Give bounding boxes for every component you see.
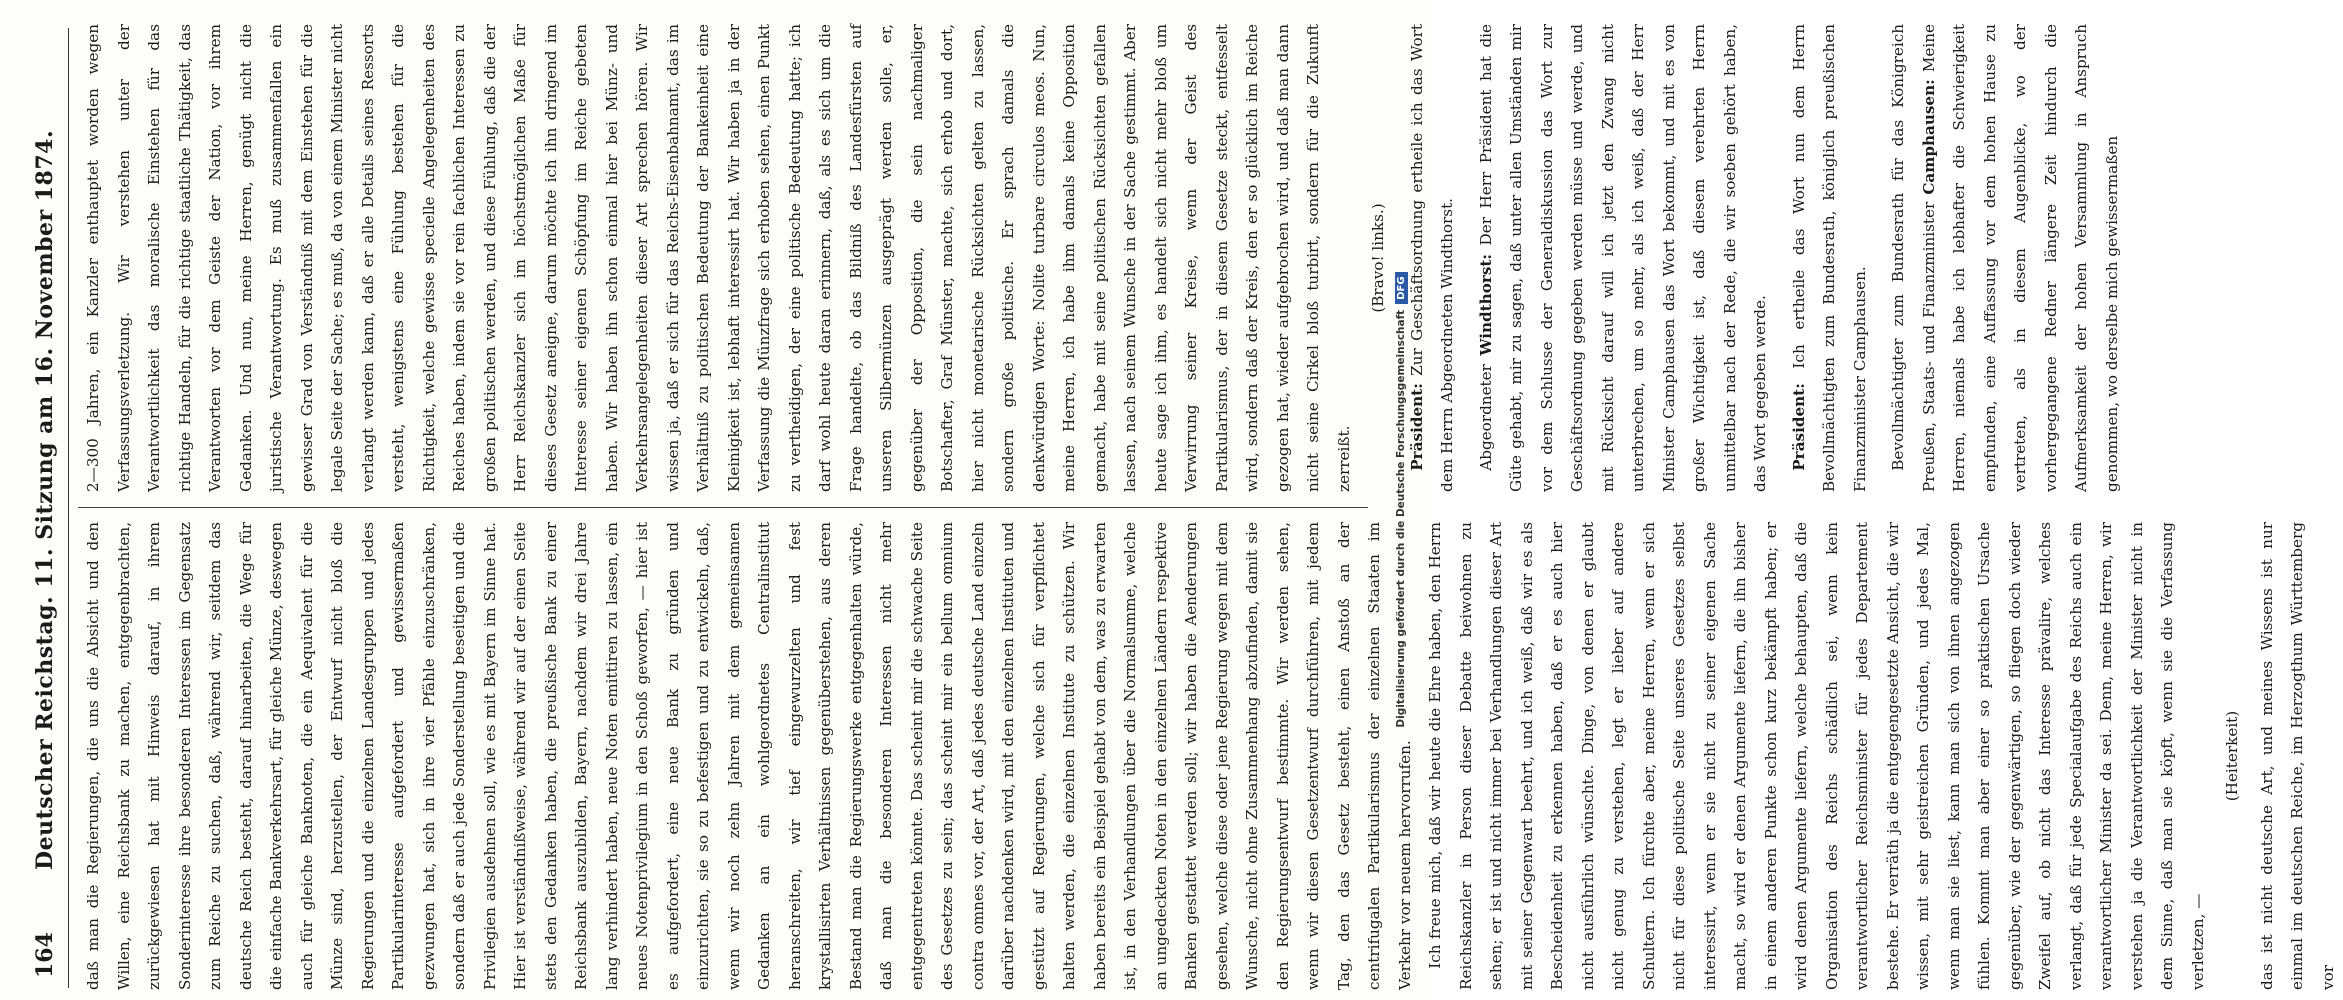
paragraph: Ich freue mich, daß wir heute die Ehre haben, den Herrn Reichskanzler in Person dieser Debatte beiwohnen zu sehen; er ist und nicht immer bei Verhandlungen dieser Art mit seiner Gegenwart beehrt, und ich weiß, daß wir es als Bescheidenheit zu erkennen haben, daß er es auch hier nicht ausführlich wünschte. Dinge, von denen er glaubt nicht genug zu verstehen, legt er lieber auf andere Schultern. Ich fürchte aber, meine Herren, wenn er sich nicht für diese politische Seite unseres Gesetzes selbst interessirt, wenn er sie nicht zu seiner eigenen Sache macht, so wird er denen Argumente liefern, die ihn bisher in einem anderen Punkte schon kurz bekämpft haben; er wird denen Argumente liefern, welche behaupten, daß die Organisation des Reichs schädlich sei, wenn kein verantwortlicher Reichsminister für jedes Departement bestehe. Er verräth ja die entgegengesetzte Ansicht, die wir wissen, mit sehr geistreichen Gründen, und jedes Mal, wenn man sie liest, kann man sich von ihnen angezogen fühlen. Kommt man aber einer so praktischen Ursache gegenüber, wie der gegenwärtigen, so fliegen doch wieder Zweifel auf, ob nicht das Interesse prävalire, welches verlangt, daß für jede Specialaufgabe des Reichs auch ein verantwortlicher Minister da sei. Denn, meine Herren, wir verstehen ja die Verantwortlichkeit der Minister nicht in dem Sinne, daß man sie köpft, wenn sie die Verfassung verletzen, — — [1426, 522, 2207, 990]
speaker-name: Präsident: — [1407, 383, 1426, 471]
speaker-name: Camphausen: — [1919, 79, 1938, 195]
speaker-title: Bevollmächtigter zum Bundesrath für das Königreich Preußen, Staats- und Finanzminister — [1889, 24, 1938, 492]
interjection: (Heiterkeit) — [2223, 710, 2241, 802]
interjection: (Bravo! links.) — [1369, 203, 1387, 313]
dfg-logo: DFG — [1395, 272, 1408, 303]
page-number: 164 — [32, 932, 58, 978]
header-rule — [68, 28, 69, 988]
speech-paragraph — [1471, 24, 1776, 492]
speech-paragraph — [1402, 24, 1463, 492]
paragraph: 2—300 Jahren, ein Kanzler enthauptet worden wegen Verfassungsverletzung. Wir verstehen unter der Verantwortlichkeit das moralische Einstehen für das richtige Handeln, für die richtige staatliche Thätigkeit, das Verantworten vor dem Geiste der Nation, vor ihrem Gedanken. Und nun, meine Herren, genügt nicht die juristische Verantwortung. Es muß zusammenfallen ein gewisser Grad von Verständniß mit dem Einstehen für die legale Seite der Sache; es muß, da von einem Minister nicht verlangt werden kann, daß er alle Details seines Ressorts versteht, wenigstens eine Fühlung bestehen für die Richtigkeit, welche gewisse specielle Angelegenheiten des Reiches haben, indem sie vor rein fachlichen Interessen zu großen politischen werden, und diese Fühlung, daß die der Herr Reichskanzler sich im höchstmöglichen Maße für dieses Gesetz aneigne, darum möchte ich ihn dringend im Interesse seiner eigenen Schöpfung im Reiche gebeten haben. Wir haben ihn schon einmal hier bei Münz- und Verkehrsangelegenheiten dieser Art sprechen hören. Wir wissen ja, daß er sich für das Reichs-Eisenbahnamt, das im Verhältniß zu politischen Bedeutung der Bankeinheit eine Kleinigkeit ist, lebhaft interessirt hat. Wir haben ja in der Verfassung die Münzfrage sich erhoben sehen, einen Punkt zu vertheidigen, der eine politische Bedeutung hatte; ich darf wohl heute daran erinnern, daß, als es sich um die Frage handelte, ob das Bildniß des Landesfürsten auf unseren Silbermünzen ausgeprägt werden solle, er, gegenüber der Opposition, die sein nachmaliger Botschafter, Graf Münster, machte, sich erhob und dort, hier nicht monetarische Rücksichten gelten zu lassen, sondern große politische. Er sprach damals die denkwürdigen Worte: Nolite turbare circulos meos. Nun, meine Herren, ich habe ihm damals keine Opposition gemacht, habe mit seine politischen Rücksichten gefallen lassen, nach seinem Wunsche in der Sache gestimmt. Aber heute sage ich ihm, es handelt sich nicht mehr bloß um Verwirrung seiner Kreise, wenn der Geist des Partikularismus, der in diesem Gesetze steckt, entfesselt wird, sondern daß der Kreis, den er so glücklich im Reiche gezogen hat, wieder aufgebrochen wird, und daß man dann nicht seine Cirkel bloß turbirt, sondern für die Zukunft zerreißt. — [84, 24, 1353, 492]
speech-text: Meine Herren, niemals habe ich lebhafter die Schwierigkeit empfunden, eine Auffassung vor dem hohen Hause zu vertreten, als in diesem Augenblicke, wo der vorhergegangene Redner längere Zeit hindurch die Aufmerksamkeit der hohen Versammlung in Anspruch genommen, wo derselbe mich gewissermaßen — [1919, 23, 2121, 492]
column-divider — [78, 507, 1368, 508]
speaker-name: Präsident: — [1789, 383, 1808, 471]
speech-paragraph — [1784, 24, 1876, 492]
funding-note: Digitalisierung gefördert durch die Deutsche Forschungsgemeinschaft — [1395, 309, 1407, 728]
speaker-name: Windthorst: — [1476, 253, 1495, 356]
digitization-notice — [1395, 0, 1408, 1000]
speaker-title: Abgeordneter — [1476, 364, 1495, 471]
speech-text: Zur Geschäftsordnung ertheile ich das Wort dem Herrn Abgeordneten Windthorst. — [1407, 23, 1456, 492]
speech-text: Der Herr Präsident hat die Güte gehabt, mir zu sagen, daß unter allen Umständen mir vor dem Schlusse der Generaldiskussion das Wort zur Geschäftsordnung gegeben werden müsse und werde, und mit Rücksicht darauf will ich jetzt den Zwang nicht unterbrechen, um so mehr, als ich weiß, daß der Herr Minister Camphausen das Wort bekommt, und mit es von großer Wichtigkeit ist, daß diesem verehrten Herrn unmittelbar nach der Rede, die wir soeben gehört haben, das Wort gegeben werde. — [1476, 23, 1769, 492]
running-head: Deutscher Reichstag. 11. Sitzung am 16. November 1874. — [32, 129, 58, 870]
paragraph: daß man die Regierungen, die uns die Absicht und den Willen, eine Reichsbank zu machen, entgegenbrachten, zurückgewiesen hat mit Hinweis darauf, in ihrem Sonderinteresse ihre besonderen Interessen im Gegensatz zum Reiche zu suchen, daß, während wir, seitdem das deutsche Reich besteht, darauf hinarbeiten, die Wege für die einfache Bankverkehrsart, für gleiche Münze, deswegen auch für gleiche Banknoten, die ein Aequivalent für die Münze sind, herzustellen, der Entwurf nicht bloß die Regierungen und die einzelnen Landesgruppen und jedes Partikularinteresse aufgefordert und gewissermaßen gezwungen hat, sich in ihre vier Pfähle einzuschränken, sondern daß er auch jede Sonderstellung beseitigen und die Privilegien ausdehnen soll, wie es mit Bayern im Sinne hat. Hier ist verständnißweise, während wir auf der einen Seite stets den Gedanken haben, die preußische Bank zu einer Reichsbank auszubilden, Bayern, nachdem wir drei Jahre lang verhindert haben, neue Noten emittiren zu lassen, ein neues Notenprivilegium in den Schoß geworfen, — hier ist es aufgefordert, eine neue Bank zu gründen und einzurichten, sie so zu befestigen und zu entwickeln, daß, wenn wir noch zehn Jahren mit dem gemeinsamen Gedanken an ein wohlgeordnetes Centralinstitut heranschreiten, wir tief eingewurzelten und fest krystallisirten Verhältnissen gegenüberstehen, aus deren Bestand man die Regierungswerke entgegenhalten würde, daß man die besonderen Interessen nicht mehr entgegentreten könnte. Das scheint mir die schwache Seite des Gesetzes zu sein; das scheint mir ein bellum omnium contra omnes vor, der Art, daß jedes deutsche Land einzeln darüber nachdenken wird, mit den einzelnen Instituten und gestützt auf Regierungen, welche sich für verpflichtet halten werden, die einzelnen Institute zu schützen. Wir haben bereits ein Beispiel gehabt von dem, was zu erwarten ist, in den Verhandlungen über die Normalsumme, welche an ungedeckten Noten in den einzelnen Ländern respektive Banken gestattet werden soll; wir haben die Aenderungen gesehen, welche diese oder jene Regierung wegen mit dem Wunsche, nicht ohne Zusammenhang abzufinden, damit sie den Regierungsentwurf bestimmte. Wir werden sehen, wenn wir diesen Gesetzentwurf durchführen, mit jedem Tag, den das Gesetz besteht, einen Anstoß an der centrifugalen Partikularismus der einzelnen Staaten im Verkehr vor neuem hervorrufen. — [84, 522, 1414, 990]
speech-text: Ich ertheile das Wort nun dem Herrn Bevollmächtigten zum Bundesrath, königlich preußischen Finanzminister Camphausen. — [1789, 24, 1869, 492]
left-column — [78, 522, 2337, 990]
paragraph: das ist nicht deutsche Art, und meines Wissens ist nur einmal im deutschen Reiche, im Herzogthum Württemberg vor — [2257, 522, 2337, 990]
speech-paragraph — [1883, 24, 2127, 492]
